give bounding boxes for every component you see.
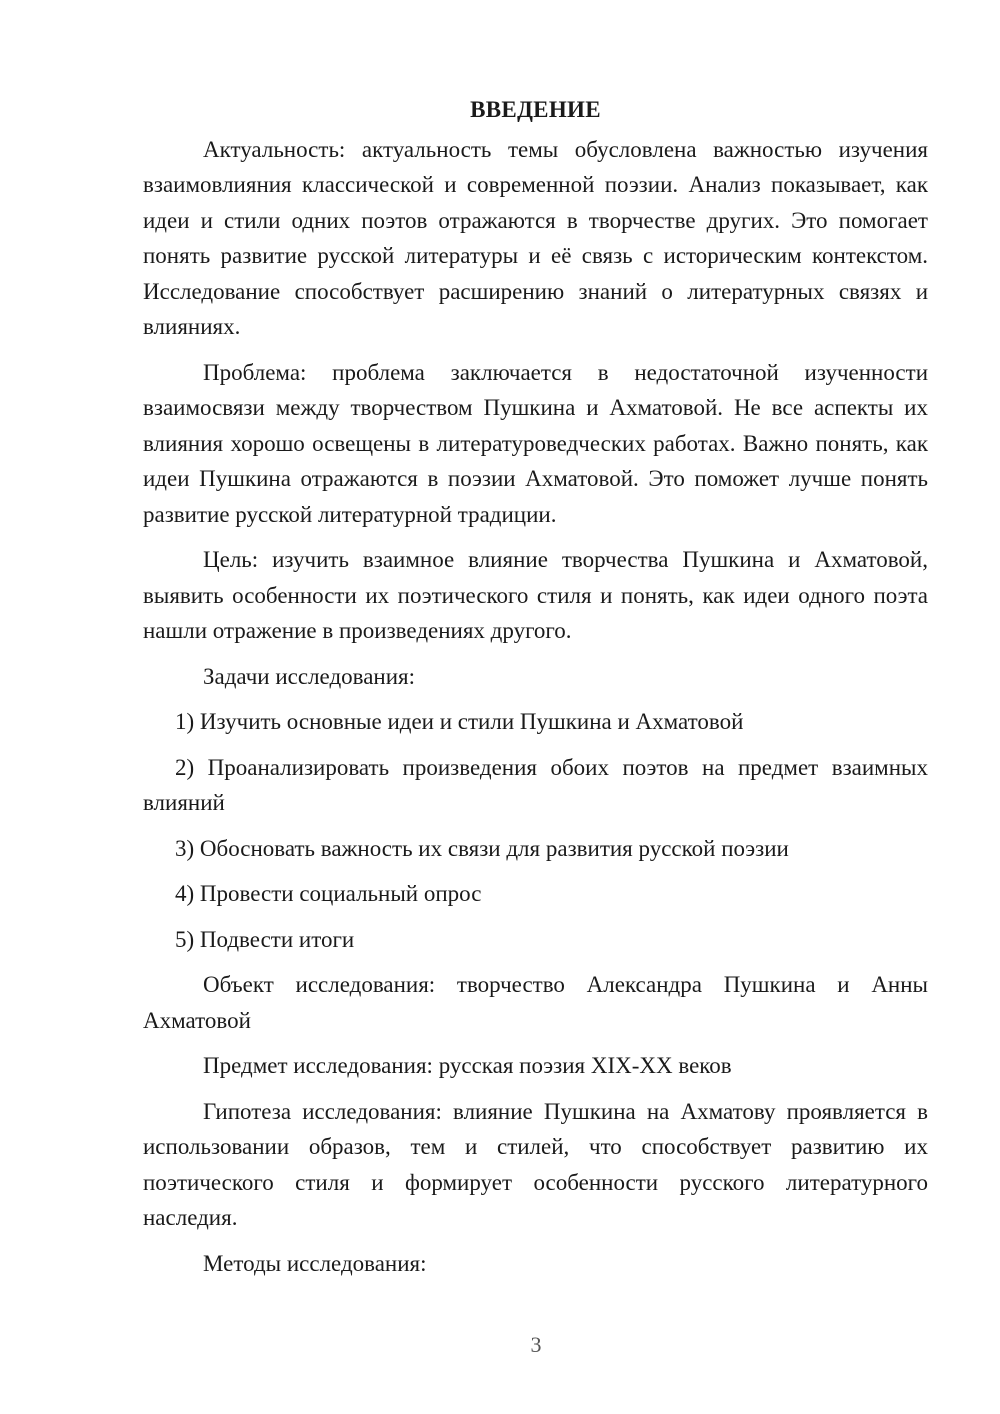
research-hypothesis: Гипотеза исследования: влияние Пушкина на Ахматову проявляется в использовании образов, тем и стилей, что способствует развитию их поэтического стиля и формирует особенности русского литературного наследия. <box>143 1098 928 1230</box>
page-number: 3 <box>530 1332 542 1357</box>
task-item-5: 5) Подвести итоги <box>175 926 355 952</box>
goal-paragraph: Цель: изучить взаимное влияние творчества Пушкина и Ахматовой, выявить особенности их поэтического стиля и понять, как идеи одного поэта нашли отражение в произведениях другого. <box>143 547 928 643</box>
task-item-2: 2) Проанализировать произведения обоих поэтов на предмет взаимных влияний <box>143 754 928 815</box>
methods-heading: Методы исследования: <box>203 1250 427 1276</box>
page-body <box>143 92 928 1281</box>
research-subject: Предмет исследования: русская поэзия XIX-XX веков <box>203 1053 732 1078</box>
research-object: Объект исследования: творчество Александра Пушкина и Анны Ахматовой <box>143 972 928 1033</box>
task-item-3: 3) Обосновать важность их связи для развития русской поэзии <box>175 835 789 861</box>
relevance-paragraph: Актуальность: актуальность темы обусловлена важностью изучения взаимовлияния классической и современной поэзии. Анализ показывает, как идеи и стили одних поэтов отражаются в творчестве других. Это помогает понять развитие русской литературы и её связь с историческим контекстом. Исследование способствует расширению знаний о литературных связях и влияниях. <box>143 136 928 339</box>
task-item-1: 1) Изучить основные идеи и стили Пушкина и Ахматовой <box>175 709 744 734</box>
task-item-4: 4) Провести социальный опрос <box>175 881 482 906</box>
page-title: ВВЕДЕНИЕ <box>470 97 601 122</box>
problem-paragraph: Проблема: проблема заключается в недостаточной изученности взаимосвязи между творчеством Пушкина и Ахматовой. Не все аспекты их влияния хорошо освещены в литературоведческих работах. Важно понять, как идеи Пушкина отражаются в поэзии Ахматовой. Это поможет лучше понять развитие русской литературной традиции. <box>143 359 928 527</box>
tasks-heading: Задачи исследования: <box>203 663 416 689</box>
